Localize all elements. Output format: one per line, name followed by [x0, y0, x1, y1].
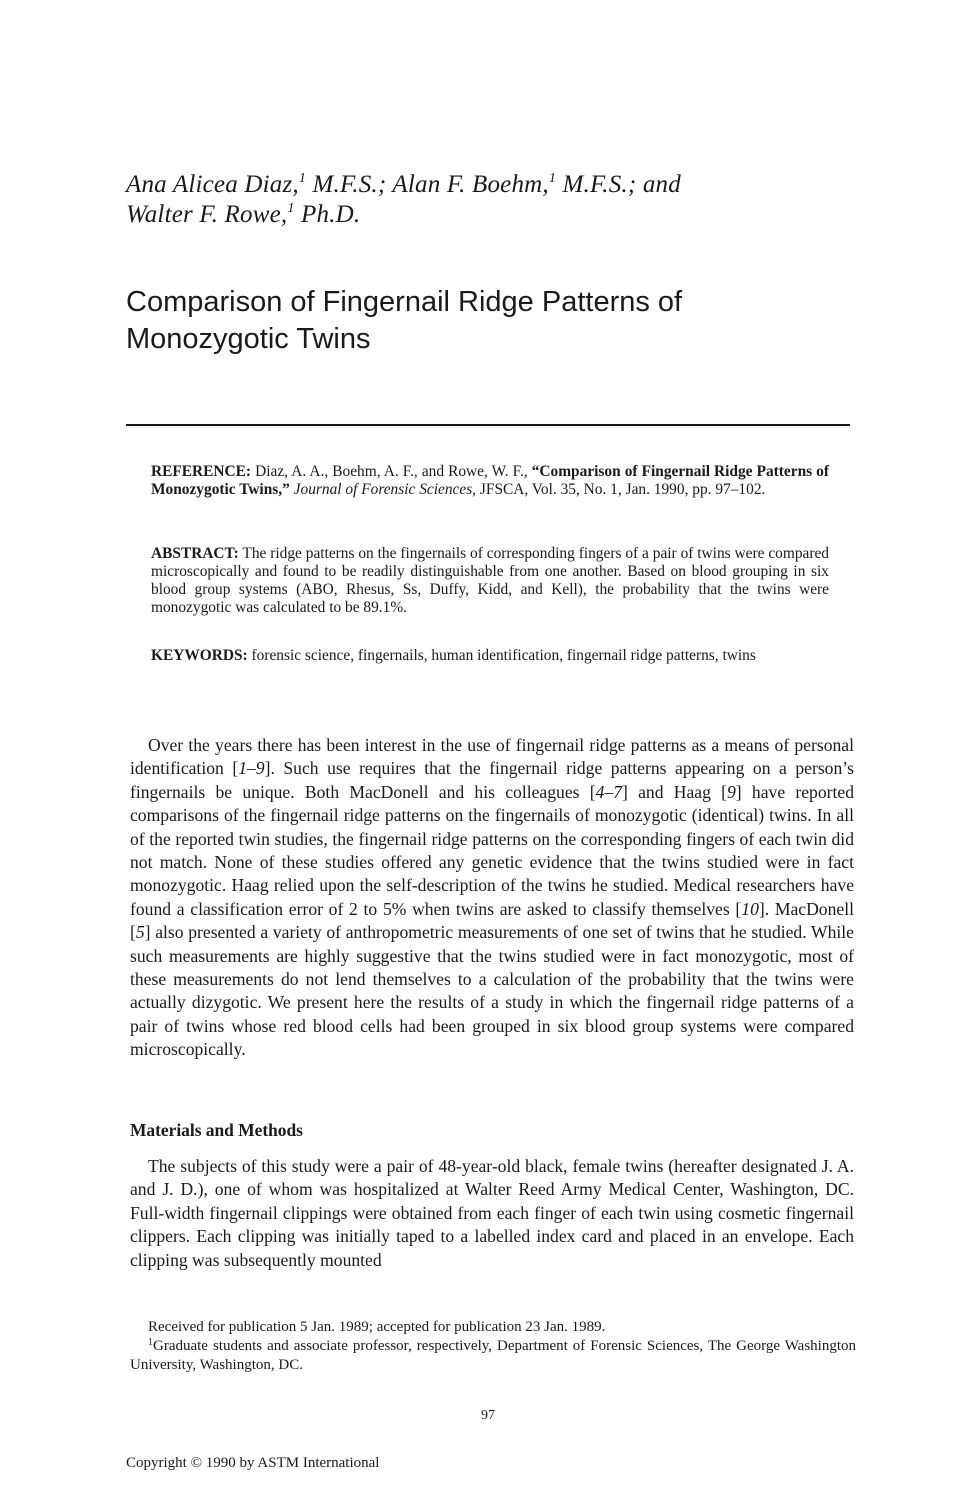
reference-article-title: “Comparison of Fingernail Ridge Patterns of Monozygotic Twins,”: [151, 463, 829, 498]
body-paragraph: [130, 734, 854, 1062]
body-paragraph: The subjects of this study were a pair of 48-year-old black, female twins (hereafter designated J. A. and J. D.), one of whom was hospitalized at Walter Reed Army Medical Center, Washington, DC. Full-width fingernail clippings were obtained from each finger of each twin using cosmetic fingernail clippers. Each clipping was initially taped to a labelled index card and placed in an envelope. Each clipping was subsequently mounted: [130, 1156, 854, 1270]
copyright-notice: Copyright © 1990 by ASTM International: [126, 1455, 380, 1471]
citation-ref: 4–7: [595, 781, 622, 802]
affiliation-marker: 1: [148, 1337, 153, 1348]
section-heading: Materials and Methods: [130, 1120, 303, 1140]
affiliation-marker: 1: [287, 201, 295, 216]
reference-authors: Diaz, A. A., Boehm, A. F., and Rowe, W. F.,: [255, 463, 528, 480]
body-text-run: Over the years there has been interest in the use of fingernail ridge patterns as a means of personal identification [: [130, 735, 854, 779]
keywords-text: forensic science, fingernails, human identification, fingernail ridge patterns, twins: [251, 647, 756, 664]
affiliation-text: Graduate students and associate professor, respectively, Department of Forensic Sciences, The George Washington University, Washington, DC.: [130, 1338, 856, 1373]
affiliation-marker: 1: [298, 171, 307, 186]
body-text-run: ] also presented a variety of anthropometric measurements of one set of twins that he studied. While such measurements are highly suggestive that the twins studied were in fact monozygotic, most of these measurements do not lend themselves to a calculation of the probability that the twins were actually dizygotic. We present here the results of a study in which the fingernail ridge patterns of a pair of twins whose red blood cells had been grouped in six blood group systems were compared microscopically.: [130, 922, 854, 1060]
abstract-label: ABSTRACT:: [151, 545, 239, 562]
footnotes: [130, 1318, 856, 1375]
title-divider: [126, 424, 850, 426]
article-title-line: Monozygotic Twins: [126, 323, 371, 355]
affiliation-marker: 1: [548, 171, 557, 186]
keywords-label: KEYWORDS:: [151, 647, 248, 664]
abstract-text: The ridge patterns on the fingernails of corresponding fingers of a pair of twins were compared microscopically and found to be readily distinguishable from one another. Based on blood grouping in six blood group systems (ABO, Rhesus, Ss, Duffy, Kidd, and Kell), the probability that the twins were monozygotic was calculated to be 89.1%.: [151, 545, 829, 616]
author-degree: Ph.D.: [301, 201, 361, 228]
article-title-line: Comparison of Fingernail Ridge Patterns of: [126, 286, 683, 318]
author-list: [126, 170, 846, 230]
citation-ref: 9: [727, 781, 736, 802]
reference-block: [151, 463, 829, 499]
article-title: [126, 284, 846, 358]
citation-ref: 10: [741, 898, 759, 919]
body-text-run: ] have reported comparisons of the fingernail ridge patterns on the fingernails of monozygotic (identical) twins. In all of the reported twin studies, the fingernail ridge patterns on the corresponding fingers of each twin did not match. None of these studies offered any genetic evidence that the twins studied were in fact monozygotic. Haag relied upon the self-description of the twins he studied. Medical researchers have found a classification error of 2 to 5% when twins are asked to classify themselves [: [130, 781, 854, 919]
author-degree: M.F.S.;: [312, 171, 393, 198]
affiliation-note: [130, 1337, 856, 1375]
citation-ref: 5: [135, 922, 145, 943]
keywords-block: [151, 647, 829, 665]
abstract-block: [151, 545, 829, 617]
author-name: Walter F. Rowe,: [126, 201, 288, 228]
received-note: Received for publication 5 Jan. 1989; accepted for publication 23 Jan. 1989.: [148, 1319, 606, 1335]
author-name: Ana Alicea Diaz,: [126, 171, 299, 198]
author-degree: M.F.S.; and: [562, 171, 681, 198]
reference-journal: Journal of Forensic Sciences,: [293, 481, 477, 498]
reference-label: REFERENCE:: [151, 463, 252, 480]
page-number: 97: [481, 1408, 495, 1423]
author-name: Alan F. Boehm,: [392, 171, 549, 198]
body-text-run: ]. MacDonell [: [130, 898, 854, 943]
body-text-run: ] and Haag [: [621, 781, 727, 802]
body-text-run: ]. Such use requires that the fingernail ridge patterns appearing on a person’s fingernails be unique. Both MacDonell and his colleagues [: [130, 758, 855, 802]
reference-citation: JFSCA, Vol. 35, No. 1, Jan. 1990, pp. 97–102.: [479, 481, 766, 498]
citation-ref: 1–9: [238, 758, 265, 779]
